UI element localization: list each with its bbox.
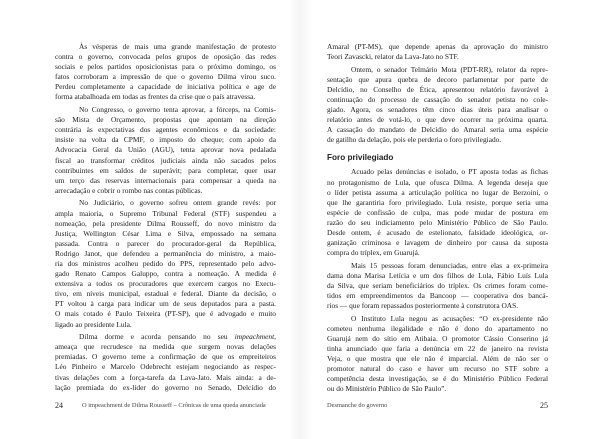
text-line: Às vésperas de mais uma grande manifestação de protesto	[79, 42, 276, 51]
text-line: continuação do processo de cassação do senador petista no cole-	[327, 94, 548, 104]
text-line: Amaral (PT-MS), que depende apenas da aprovação do ministro	[327, 42, 548, 51]
text-line: ria dos ministros acolheu pedido do PPS, representado pelo advo-	[55, 258, 276, 268]
paragraph	[55, 332, 276, 393]
text-line: Acuado pelas denúncias e isolado, o PT aposta todas as fichas	[351, 167, 548, 177]
text-line: Ontem, o senador Telmário Mota (PDT-RR), relator da repre-	[351, 64, 548, 74]
text-line: espécie de confissão de culpa, mas pode mudar de postura em	[327, 207, 548, 217]
text-column	[55, 42, 276, 393]
text-line: Veja, o que mostra que ele não é imparcial. Além de não ser o	[327, 354, 548, 364]
text-line: O Instituto Lula negou as acusações: “O ex-presidente não	[351, 313, 548, 323]
text-line: são Mista de Orçamento, propostas que apontam na direção	[55, 115, 276, 125]
text-line: competência desta investigação, se é do Ministério Público Federal	[327, 374, 548, 384]
text-line: premiadas. O governo teme a confirmação de que os empreiteiros	[55, 352, 276, 362]
text-line: fatos corroboram a impressão de que o governo Dilma virou suco.	[55, 72, 276, 82]
emphasized-term: impeachment	[234, 332, 275, 342]
text-line: sociais e pelos partidos oposicionistas para o próximo domingo, os	[55, 62, 276, 72]
text-line: nomeação, pela presidente Dilma Rousseff, do novo ministro da	[55, 218, 276, 228]
paragraph	[327, 167, 548, 258]
section-heading: Foro privilegiado	[327, 153, 394, 163]
paragraph	[327, 42, 548, 62]
text-line: Perdeu completamente a capacidade de iniciativa política e age de	[55, 82, 276, 92]
text-segment: Dilma dorme e acorda pensando no seu	[79, 332, 235, 342]
text-line: ligado ao presidente Lula.	[55, 319, 132, 329]
text-line: contra o governo, convocada pelos grupos de oposição das redes	[55, 52, 276, 62]
text-line: fiscal ao transformar créditos judiciais ainda não sacados pelos	[55, 155, 276, 165]
text-line: Teori Zavascki, relator da Lava-Jato no STF.	[327, 52, 459, 62]
text-line: lação premiada do ex-líder do governo no Senado, Delcídio do	[55, 382, 276, 392]
text-line: cometeu nenhuma ilegalidade e não é dono do apartamento no	[327, 323, 548, 333]
paragraph	[327, 314, 548, 395]
text-line: relatório antes de votá-lo, o que deve ocorrer na próxima quarta.	[327, 115, 548, 125]
text-line: rios — que foram repassados posteriormente à construtora OAS.	[327, 301, 519, 311]
text-line: A cassação do mandato de Delcídio do Amaral seria uma espécie	[327, 125, 548, 135]
text-line: insiste na volta da CPMF, o imposto do cheque; com apoio da	[55, 135, 276, 145]
text-line: Desde ontem, é acusado de estelionato, falsidade ideológica, or-	[327, 228, 548, 237]
text-line: no protagonismo de Lula, que ofusca Dilma. A legenda deseja que	[327, 177, 548, 187]
text-line: gado Renato Campos Galuppo, contra a nomeação. A medida é	[55, 269, 276, 279]
text-line: de gatilho da delação, pois ele perderia o foro privilegiado.	[327, 135, 502, 145]
text-line: giado. Agora, os senadores têm cinco dias úteis para analisar o	[327, 105, 548, 115]
paragraph	[55, 198, 276, 329]
text-line: promotor natural do caso e haver um recurso no STF sobre a	[327, 364, 548, 374]
running-footer: O impeachment de Dilma Rousseff – Crônicas de uma queda anunciada	[82, 402, 266, 409]
text-line: ameaça que recrudesce na medida que surgem novas delações	[55, 342, 276, 352]
text-line: passada. Contra o parecer do procurador-geral da República,	[55, 238, 276, 248]
text-line: Delcídio, no Conselho de Ética, apresentou relatório favorável à	[327, 84, 548, 94]
text-line: tivas delações com a força-tarefa da Lava-Jato. Mais ainda: a de-	[55, 372, 276, 382]
text-line: o líder petista assuma a articulação política no lugar de Berzoini, o	[327, 187, 548, 197]
text-line: tinha anunciado que faria a denúncia em 22 de janeiro na revista	[327, 344, 548, 354]
text-line: No Congresso, o governo tenta aprovar, a fórceps, na Comis-	[79, 105, 276, 115]
text-line: tidos em empreendimentos da Bancoop — cooperativa dos bancá-	[327, 291, 548, 301]
text-line: extensiva a todos os procuradores que exercem cargos no Execu-	[55, 279, 276, 289]
text-line: tivo, em níveis municipal, estadual e federal. Diante da decisão, o	[55, 289, 276, 299]
text-line: dama dona Marisa Letícia e um dos filhos de Lula, Fábio Luís Lula	[327, 270, 548, 280]
text-line: Justiça, Wellington César Lima e Silva, empossado na semana	[55, 228, 276, 238]
text-line: da Silva, que seriam beneficiários do tríplex. Os crimes foram come-	[327, 280, 548, 290]
text-line: contrária às expectativas dos agentes econômicos e da sociedade:	[55, 125, 276, 135]
text-line: forma atabalhoada em todas as frentes da crise que o país atravessa.	[55, 92, 256, 102]
text-segment: ,	[274, 332, 276, 342]
text-line: Léo Pinheiro e Marcelo Odebrecht estejam negociando as respec-	[55, 362, 276, 372]
paragraph	[327, 261, 548, 311]
text-line: que lhe garantiria foro privilegiado. Lula resiste, porque seria uma	[327, 197, 548, 207]
page-number: 25	[540, 401, 548, 410]
text-line: razão do seu indiciamento pelo Ministério Público de São Paulo.	[327, 217, 548, 227]
text-line: Mais 15 pessoas foram denunciadas, entre elas a ex-primeira	[351, 260, 548, 270]
text-line: O mais cotado é Paulo Teixeira (PT-SP), que é advogado e muito	[55, 309, 276, 319]
text-line	[55, 332, 276, 342]
text-line: No Judiciário, o governo sofreu ontem grande revés: por	[79, 198, 276, 208]
text-line: Rodrigo Janot, que defendeu a permanência do ministro, a maio-	[55, 248, 276, 258]
text-line: PT voltou à carga para indicar um de seus deputados para a pasta.	[55, 299, 276, 309]
running-footer: Desmanche do governo	[327, 402, 388, 409]
text-line: ampla maioria, o Supremo Tribunal Federal (STF) suspendeu a	[55, 208, 276, 218]
text-line: Guarujá nem do sítio em Atibaia. O promotor Cássio Conserino já	[327, 333, 548, 343]
text-line: contribuintes em saldos de superávit; para completar, quer usar	[55, 165, 276, 175]
page-number: 24	[55, 401, 63, 410]
paragraph	[55, 105, 276, 196]
text-line: Advocacia Geral da União (AGU), tenta aprovar nova pedalada	[55, 145, 276, 155]
text-line: ganização criminosa e lavagem de dinheiro por causa da suposta	[327, 238, 548, 248]
text-line: arrecadação e cobrir o rombo nas contas públicas.	[55, 185, 203, 195]
paragraph	[327, 65, 548, 146]
text-line: ou do Ministério Público de São Paulo”.	[327, 384, 447, 394]
text-line: compra do tríplex, em Guarujá.	[327, 248, 420, 258]
text-column	[327, 42, 548, 395]
right-page	[300, 0, 600, 439]
paragraph	[55, 42, 276, 103]
text-line: um terço das reservas internacionais para compensar a queda na	[55, 175, 276, 185]
text-line: sentação que apura quebra de decoro parlamentar por parte de	[327, 74, 548, 84]
book-spine	[288, 0, 312, 439]
